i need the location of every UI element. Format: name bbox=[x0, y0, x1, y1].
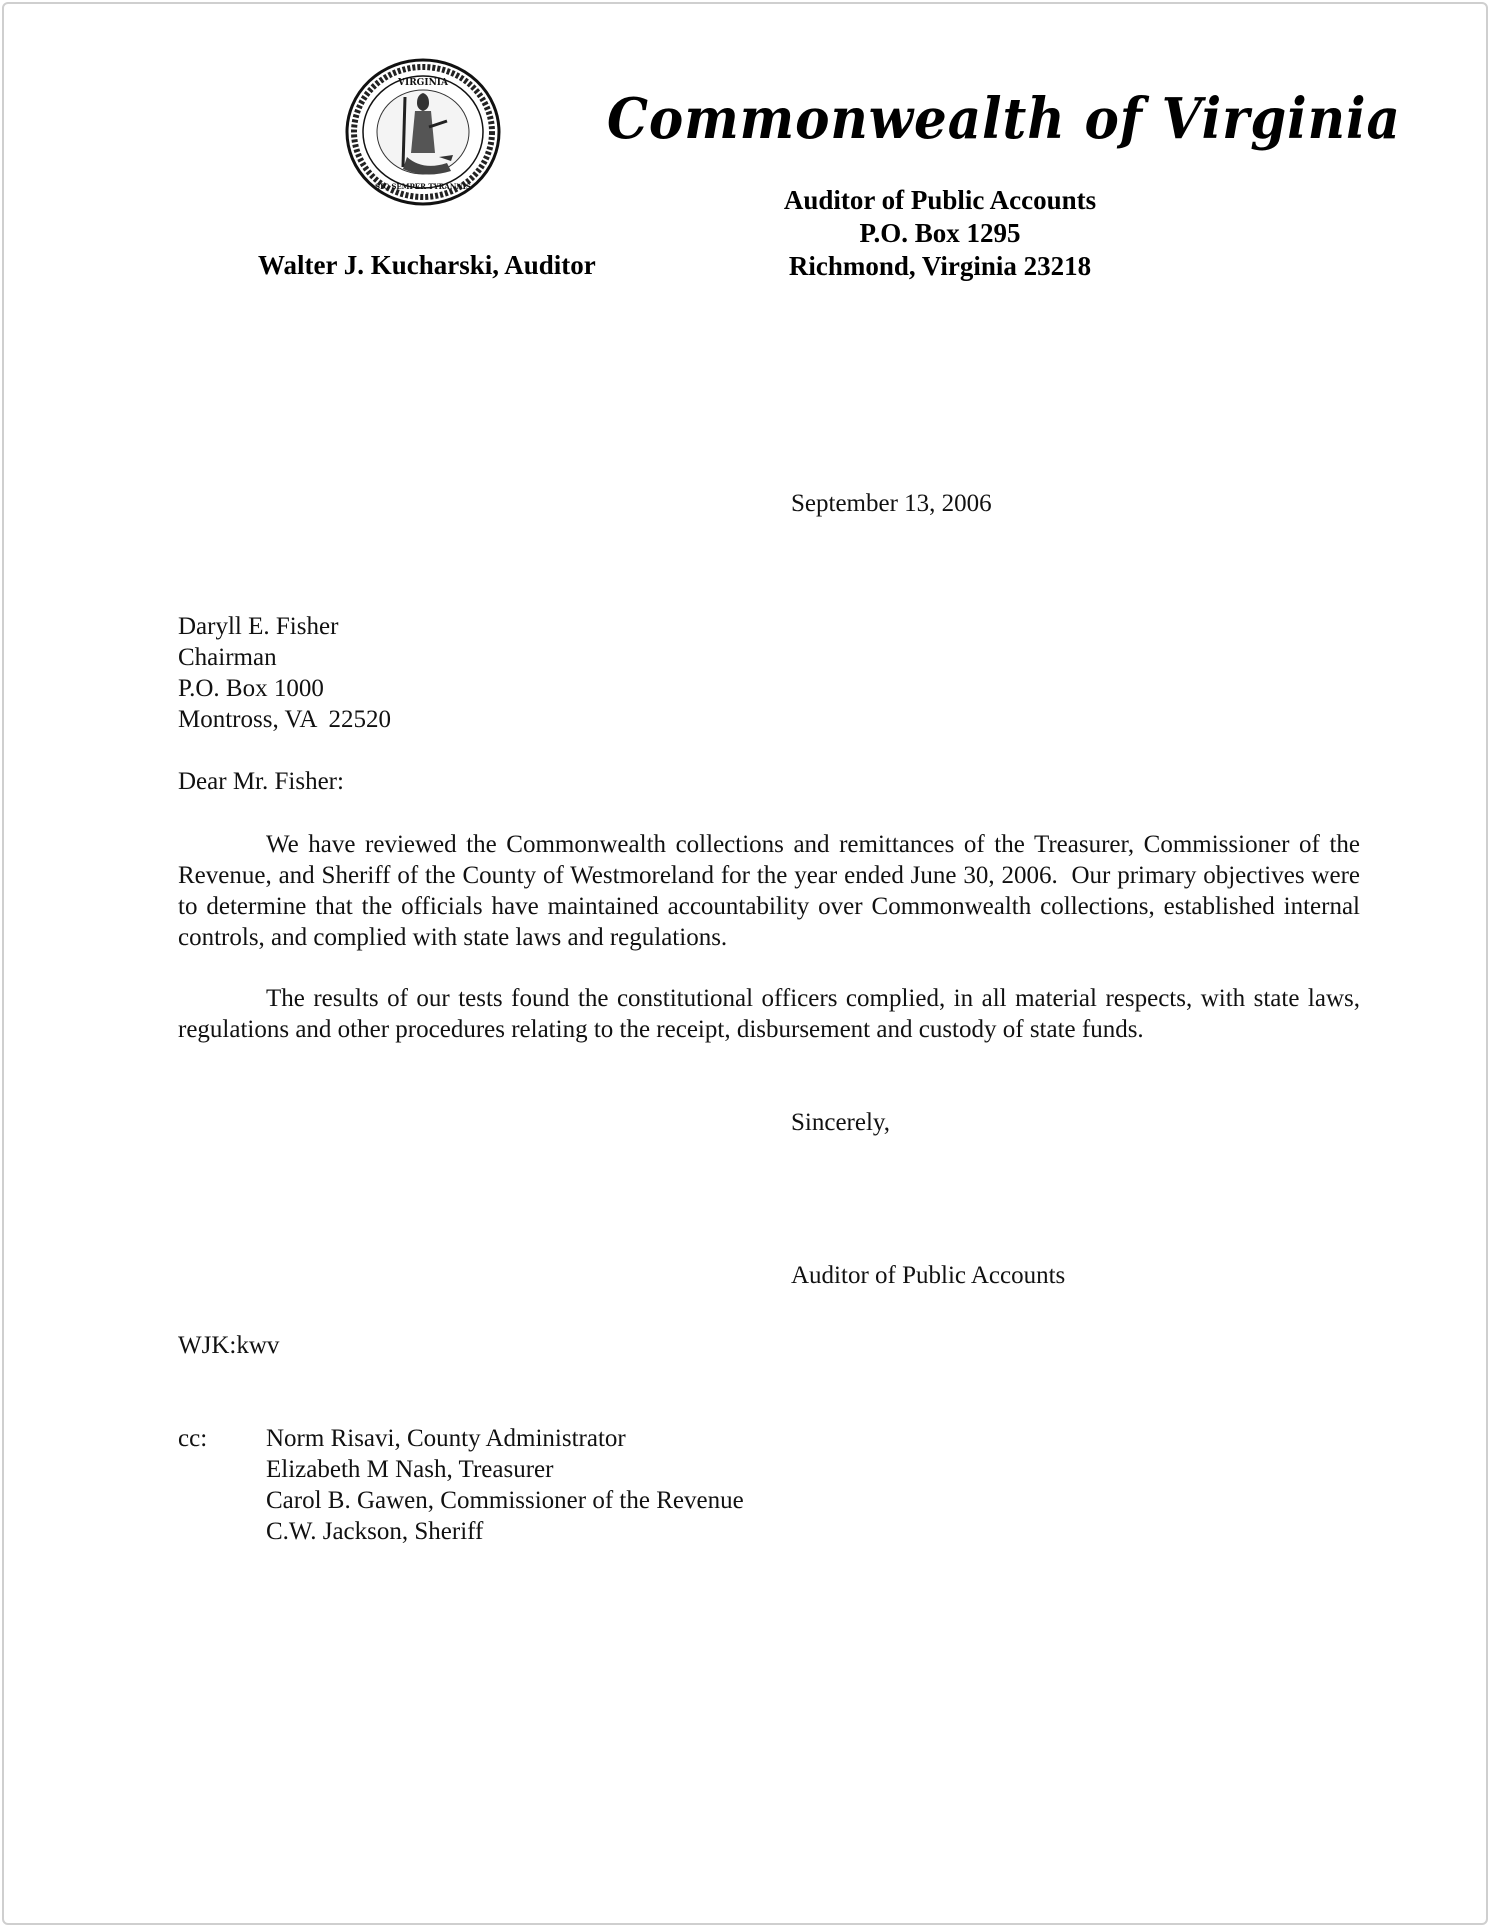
recipient-title: Chairman bbox=[178, 644, 277, 671]
cc-item: Elizabeth M Nash, Treasurer bbox=[266, 1456, 554, 1483]
cc-list bbox=[266, 1423, 744, 1547]
office-po-box: P.O. Box 1295 bbox=[859, 218, 1021, 248]
office-city: Richmond, Virginia 23218 bbox=[788, 251, 1092, 281]
recipient-address bbox=[178, 611, 391, 735]
letterhead-title: Commonwealth of Virginia bbox=[607, 86, 1401, 152]
body-paragraph-1: We have reviewed the Commonwealth collections and remittances of the Treasurer, Commissioner of the Revenue, and Sheriff of the County of Westmoreland for the year ended June 30, 2006. Our primary objectives were to determine that the officials have maintained accountability over Commonwealth collections, established internal controls, and complied with state laws and regulations. bbox=[178, 831, 1367, 951]
cc-label: cc: bbox=[178, 1425, 208, 1452]
recipient-name: Daryll E. Fisher bbox=[178, 613, 339, 640]
typist-initials: WJK:kwv bbox=[178, 1332, 280, 1359]
cc-item: C.W. Jackson, Sheriff bbox=[266, 1518, 484, 1545]
seal-text: VIRGINIA bbox=[398, 78, 448, 88]
signer-title: Auditor of Public Accounts bbox=[791, 1262, 1066, 1289]
cc-item: Norm Risavi, County Administrator bbox=[266, 1425, 626, 1452]
office-name: Auditor of Public Accounts bbox=[783, 185, 1097, 215]
body-paragraph-2: The results of our tests found the constitutional officers complied, in all material respects, with state laws, regulations and other procedures relating to the receipt, disbursement and custody of state funds. bbox=[178, 985, 1360, 1043]
page-border bbox=[2, 2, 1488, 1925]
svg-text:SIC SEMPER TYRANNIS: SIC SEMPER TYRANNIS bbox=[375, 182, 471, 191]
auditor-name: Walter J. Kucharski, Auditor bbox=[258, 250, 596, 280]
recipient-po-box: P.O. Box 1000 bbox=[178, 675, 324, 702]
office-address bbox=[720, 184, 1160, 283]
salutation: Dear Mr. Fisher: bbox=[178, 768, 344, 795]
letter-date: September 13, 2006 bbox=[791, 490, 992, 517]
cc-item: Carol B. Gawen, Commissioner of the Revenue bbox=[266, 1487, 744, 1514]
virginia-seal-icon bbox=[343, 57, 503, 207]
recipient-city: Montross, VA 22520 bbox=[178, 706, 392, 733]
closing: Sincerely, bbox=[791, 1109, 891, 1136]
